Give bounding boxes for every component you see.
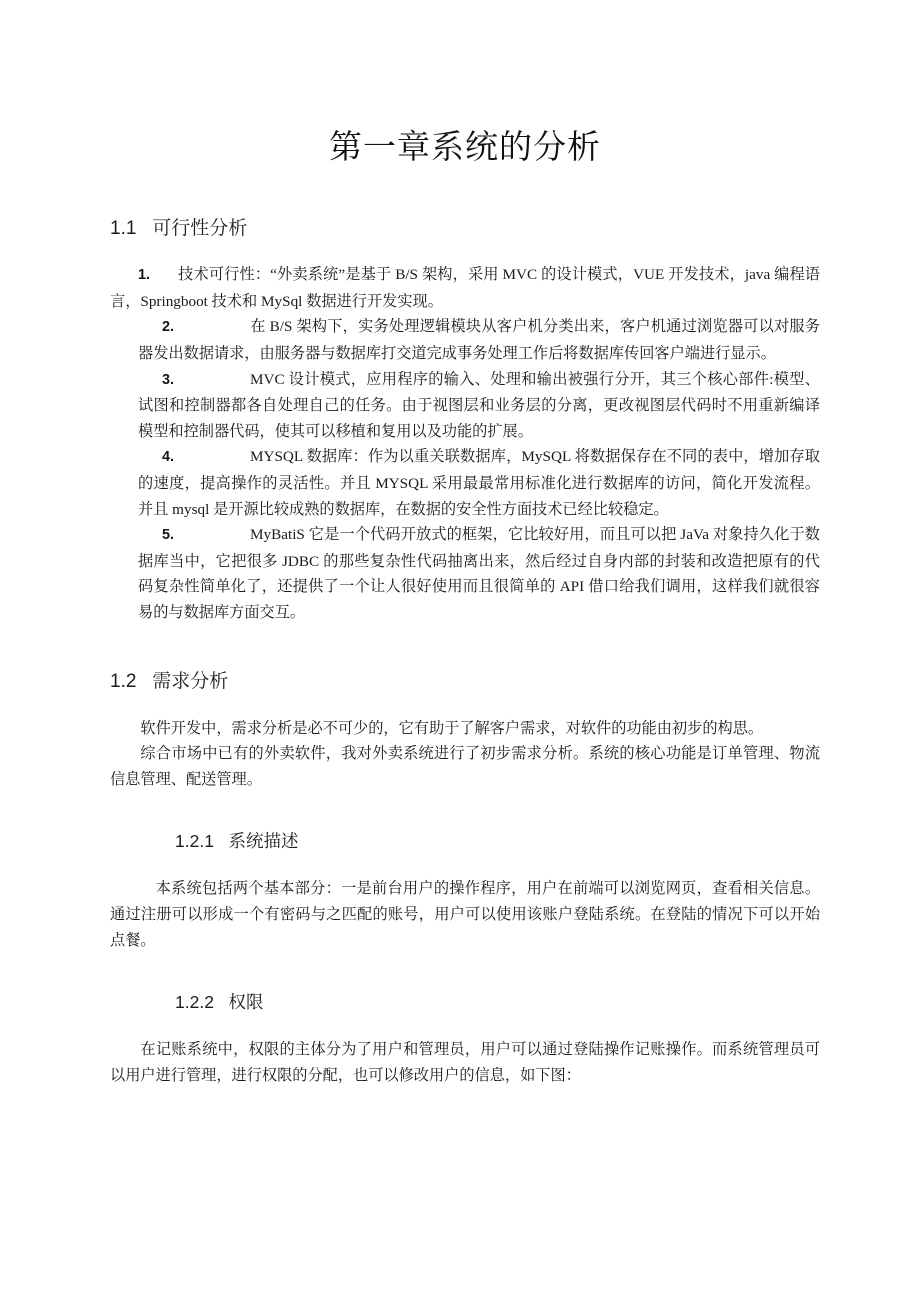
section-1-1 (110, 213, 820, 240)
list-item-number: 2. (162, 319, 175, 336)
feasibility-list (110, 262, 820, 625)
list-item-text: MVC 设计模式，应用程序的输入、处理和输出被强行分开，其三个核心部件:模型、试图和控制器都各自处理自己的任务。由于视图层和业务层的分离，更改视图层代码时不用重新编译模型和控制器代码，使其可以移植和复用以及功能的扩展。 (138, 370, 820, 440)
subsection-1-2-1 (110, 828, 820, 853)
section-1-2 (110, 666, 820, 693)
paragraph-requirements-market: 综合市场中已有的外卖软件，我对外卖系统进行了初步需求分析。系统的核心功能是订单管理、物流信息管理、配送管理。 (110, 745, 820, 788)
paragraph-system-description: 本系统包括两个基本部分：一是前台用户的操作程序，用户在前端可以浏览网页，查看相关信息。通过注册可以形成一个有密码与之匹配的账号，用户可以使用该账户登陆系统。在登陆的情况下可以开始点餐。 (110, 880, 820, 949)
list-item-number: 1. (138, 267, 151, 284)
page-content (110, 0, 820, 1088)
list-item-number: 3. (162, 371, 175, 388)
heading-1-2-2: 1.2.2 权限 (175, 992, 264, 1013)
heading-1-2: 1.2 需求分析 (110, 670, 229, 692)
list-item (110, 522, 820, 625)
list-item-text: MYSQL 数据库：作为以重关联数据库，MySQL 将数据保存在不同的表中，增加存取的速度，提高操作的灵活性。并且 MYSQL 采用最最常用标准化进行数据库的访问，简化开发流程。并且 mysql 是开源比较成熟的数据库，在数据的安全性方面技术已经比较稳定。 (138, 448, 820, 518)
heading-1-2-1: 1.2.1 系统描述 (175, 831, 299, 852)
list-item (110, 262, 820, 314)
list-item (110, 367, 820, 445)
paragraph-permissions: 在记账系统中，权限的主体分为了用户和管理员，用户可以通过登陆操作记账操作。而系统管理员可以用户进行管理，进行权限的分配，也可以修改用户的信息，如下图： (110, 1041, 820, 1084)
list-item-number: 4. (162, 449, 175, 466)
page-title: 第一章系统的分析 (329, 130, 601, 166)
list-item-number: 5. (162, 527, 175, 544)
list-item-text: MyBatiS 它是一个代码开放式的框架，它比较好用，而且可以把 JaVa 对象持久化于数据库当中，它把很多 JDBC 的那些复杂性代码抽离出来，然后经过自身内部的封装和改造把原有的代码复杂性简单化了，还提供了一个让人很好使用而且很简单的 API 借口给我们调用，这样我们就很容易的与数据库方面交互。 (138, 526, 820, 621)
list-item-text: 在 B/S 架构下，实务处理逻辑模块从客户机分类出来，客户机通过浏览器可以对服务器发出数据请求，由服务器与数据库打交道完成事务处理工作后将数据库传回客户端进行显示。 (138, 318, 820, 363)
paragraph-requirements-intro: 软件开发中，需求分析是必不可少的，它有助于了解客户需求，对软件的功能由初步的构思。 (140, 719, 764, 737)
list-item-text: 技术可行性：“外卖系统”是基于 B/S 架构，采用 MVC 的设计模式，VUE 开发技术，java 编程语言，Springboot 技术和 MySql 数据进行开发实现。 (110, 266, 820, 310)
list-item (110, 444, 820, 522)
subsection-1-2-2 (110, 989, 820, 1014)
list-item (110, 314, 820, 366)
heading-1-1: 1.1 可行性分析 (110, 218, 248, 240)
